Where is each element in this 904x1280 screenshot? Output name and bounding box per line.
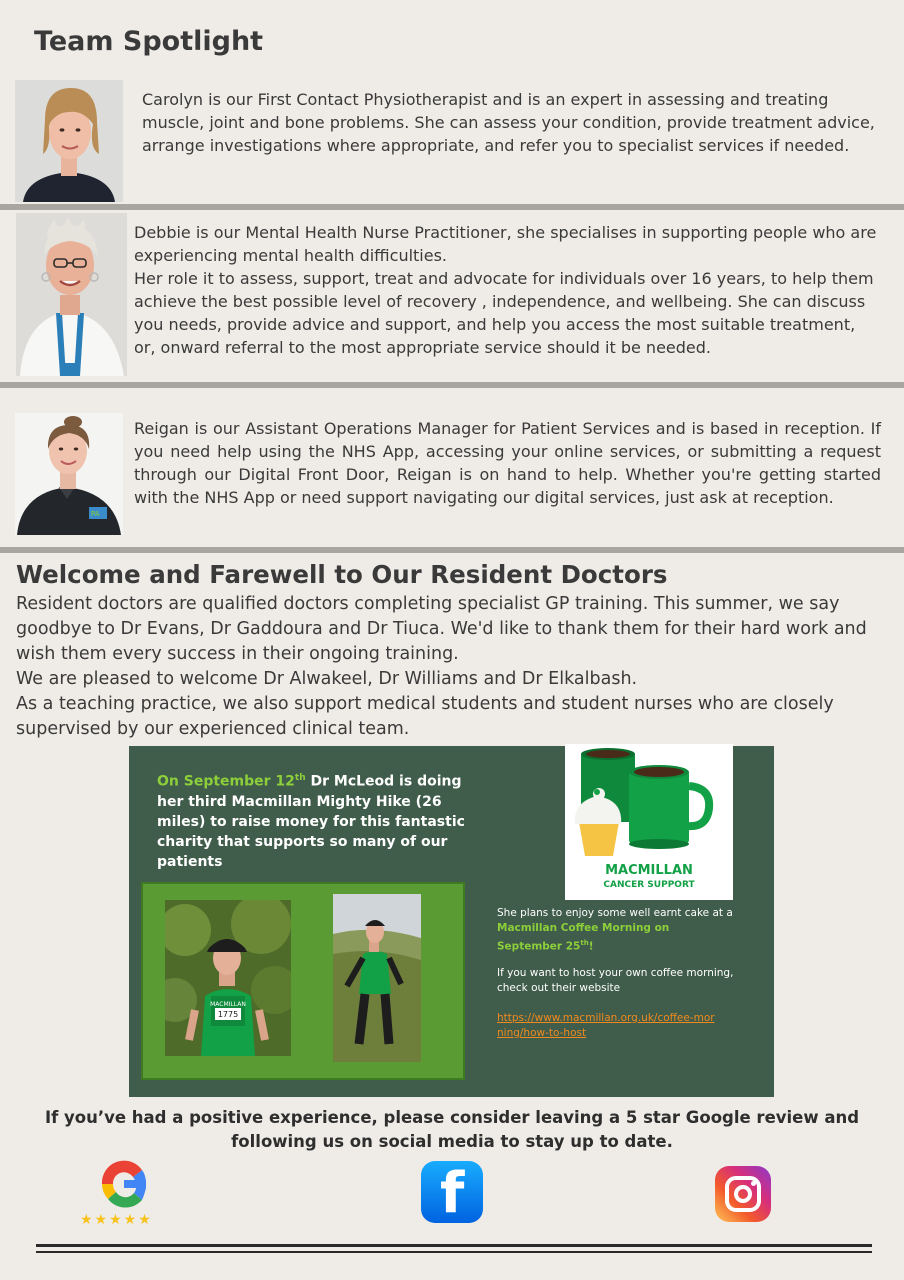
facebook-letter: f	[440, 1161, 465, 1226]
reigan-photo	[15, 413, 123, 535]
instagram-lens	[734, 1185, 752, 1203]
section-divider	[0, 204, 904, 210]
reigan-bio: Reigan is our Assistant Operations Manager for Patient Services and is based in reception. If you need help using the NHS App, accessing your online services, or submitting a request through our Digital Front Door, Reigan is on hand to help. Whether you're getting started with the NHS App or need support navigating our digital services, just ask at reception.	[134, 419, 881, 507]
hike-photo-2	[333, 894, 421, 1062]
macmillan-panel	[129, 746, 774, 1097]
macmillan-logo-name: MACMILLAN	[605, 863, 693, 878]
host-text: If you want to host your own coffee morning, check out their website	[497, 967, 734, 994]
section-divider	[0, 547, 904, 553]
debbie-photo	[16, 213, 127, 376]
hike-photo-1	[165, 900, 291, 1056]
hike-photos-box	[141, 882, 465, 1080]
resident-doctors-p1: Resident doctors are qualified doctors completing specialist GP training. This summer, we say goodbye to Dr Evans, Dr Gaddoura and Dr Tiuca. We'd like to thank them for their hard work and wish them every success in their ongoing training.	[16, 594, 867, 664]
instagram-icon[interactable]	[715, 1166, 771, 1222]
coffee-morning-end: !	[588, 940, 594, 953]
instagram-dot	[751, 1181, 756, 1186]
section-divider	[0, 382, 904, 388]
coffee-cups-icon	[565, 744, 733, 900]
review-cta: If you’ve had a positive experience, please consider leaving a 5 star Google review and following us on social media to stay up to date.	[44, 1108, 860, 1151]
macmillan-logo	[565, 744, 733, 900]
resident-doctors-p3: As a teaching practice, we also support medical students and student nurses who are closely supervised by our experienced clinical team.	[16, 694, 834, 739]
resident-doctors-title: Welcome and Farewell to Our Resident Doctors	[16, 560, 668, 589]
bib-number: 1775	[217, 1010, 239, 1019]
svg-text:PA: PA	[91, 510, 100, 518]
facebook-icon[interactable]	[421, 1161, 483, 1226]
macmillan-logo-tagline: CANCER SUPPORT	[603, 880, 695, 890]
coffee-morning-event: Macmillan Coffee Morning on September 25	[497, 922, 670, 953]
coffee-morning-text	[497, 906, 737, 955]
debbie-bio-line2: Her role it to assess, support, treat and advocate for individuals over 16 years, to help them achieve the best possible level of recovery , independence, and wellbeing. She can discuss you needs, provide advice and support, and help you access the most suitable treatment, or, onward referral to the most appropriate service should it be needed.	[134, 269, 874, 357]
footer-rule-bottom	[36, 1251, 872, 1253]
carolyn-photo	[15, 80, 123, 202]
hike-description: Dr McLeod is doing her third Macmillan Mighty Hike (26 miles) to raise money for this fantastic charity that supports so many of our patients	[157, 773, 465, 870]
debbie-bio	[134, 221, 879, 359]
resident-doctors-p2: We are pleased to welcome Dr Alwakeel, Dr Williams and Dr Elkalbash.	[16, 669, 638, 689]
footer-rule-top	[36, 1244, 872, 1247]
hike-date: On September 12	[157, 773, 295, 790]
macmillan-link[interactable]: https://www.macmillan.org.uk/coffee-morning/how-to-host	[497, 1012, 715, 1039]
carolyn-bio: Carolyn is our First Contact Physiotherapist and is an expert in assessing and treating muscle, joint and bone problems. She can assess your condition, provide treatment advice, arrange investigations where appropriate, and refer you to specialist services if needed.	[142, 90, 875, 155]
resident-doctors-text	[16, 592, 884, 742]
bib-text: MACMILLAN	[210, 1001, 246, 1008]
hike-date-suffix: th	[294, 773, 306, 783]
google-icon[interactable]	[96, 1156, 152, 1212]
coffee-morning-suffix: th	[580, 939, 589, 947]
cake-text: She plans to enjoy some well earnt cake at a	[497, 907, 733, 919]
debbie-bio-line1: Debbie is our Mental Health Nurse Practitioner, she specialises in supporting people who are experiencing mental health difficulties.	[134, 223, 877, 265]
macmillan-headline	[157, 768, 477, 872]
team-spotlight-title: Team Spotlight	[34, 26, 264, 57]
five-star-rating: ★★★★★	[80, 1212, 153, 1228]
